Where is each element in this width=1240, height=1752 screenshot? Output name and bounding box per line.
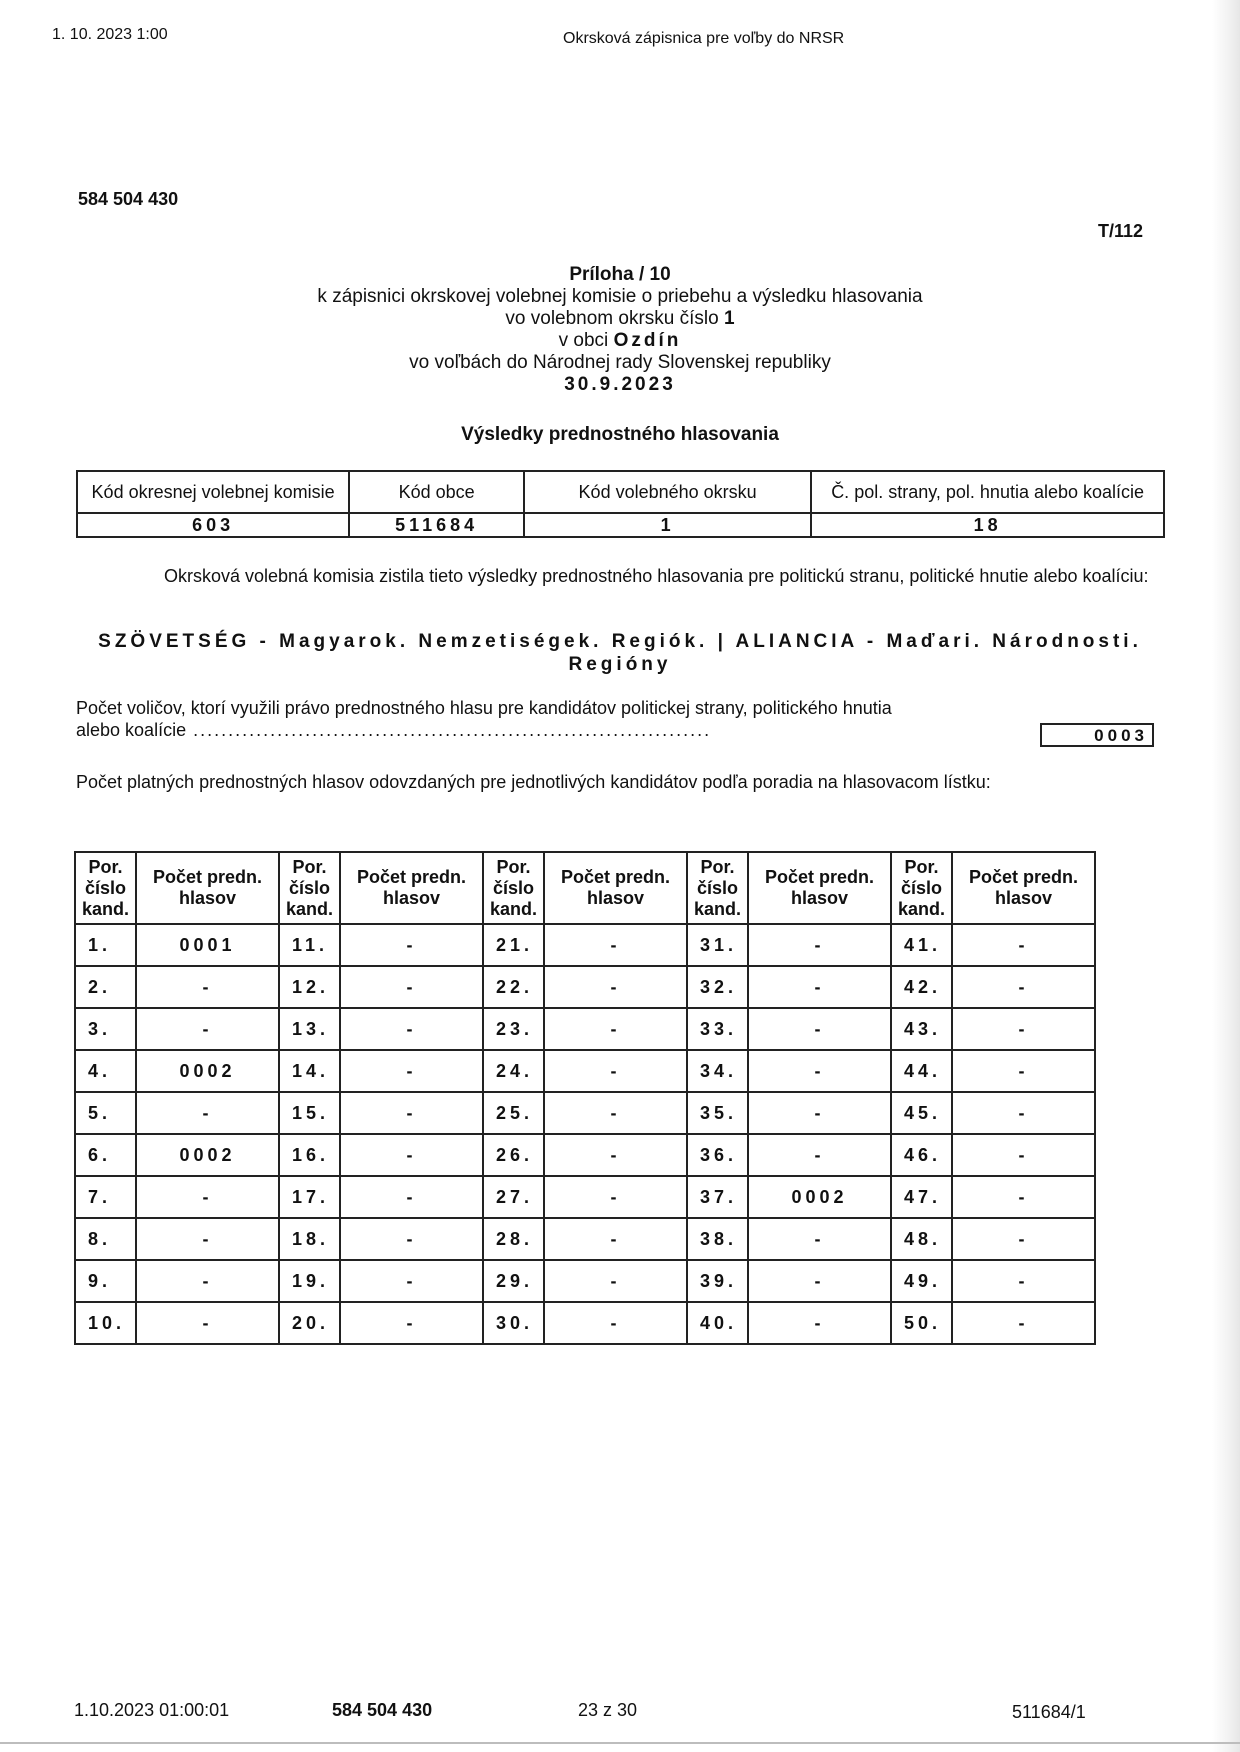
title-line3: vo volebnom okrsku číslo 1 xyxy=(505,308,735,329)
candidate-votes: - xyxy=(748,1092,891,1134)
table-row xyxy=(75,1260,1095,1302)
info-header-okrsok: Kód volebného okrsku xyxy=(524,471,811,513)
table-row xyxy=(75,1134,1095,1176)
candidate-number: 1. xyxy=(75,924,136,966)
candidate-votes: - xyxy=(340,1218,483,1260)
candidate-votes: - xyxy=(544,1176,687,1218)
candidate-number: 3. xyxy=(75,1008,136,1050)
candidate-votes: - xyxy=(340,1260,483,1302)
table-row xyxy=(75,1008,1095,1050)
candidate-votes: - xyxy=(952,1092,1095,1134)
candidate-votes: - xyxy=(136,1008,279,1050)
candidate-votes: - xyxy=(340,1134,483,1176)
header-votes: Počet predn. hlasov xyxy=(952,852,1095,924)
header-votes: Počet predn. hlasov xyxy=(748,852,891,924)
table-row xyxy=(75,1218,1095,1260)
candidate-votes: 0002 xyxy=(748,1176,891,1218)
table-row xyxy=(75,924,1095,966)
header-votes: Počet predn. hlasov xyxy=(136,852,279,924)
candidate-number: 45. xyxy=(891,1092,952,1134)
candidate-votes: - xyxy=(340,924,483,966)
voters-label-line2: alebo koalície .......................................................................... xyxy=(76,720,712,740)
footer-doc-id: 584 504 430 xyxy=(332,1700,433,1720)
title-line5: vo voľbách do Národnej rady Slovenskej republiky xyxy=(409,352,831,373)
scan-bottom-edge xyxy=(0,1742,1240,1744)
candidate-votes: 0002 xyxy=(136,1134,279,1176)
candidate-number: 6. xyxy=(75,1134,136,1176)
header-num: Por. číslo kand. xyxy=(483,852,544,924)
candidate-number: 25. xyxy=(483,1092,544,1134)
candidate-votes: - xyxy=(340,1008,483,1050)
candidate-number: 48. xyxy=(891,1218,952,1260)
info-header-obec: Kód obce xyxy=(349,471,524,513)
candidate-number: 49. xyxy=(891,1260,952,1302)
title-line2: k zápisnici okrskovej volebnej komisie o priebehu a výsledku hlasovania xyxy=(317,286,923,307)
candidate-votes: - xyxy=(748,1008,891,1050)
candidate-number: 27. xyxy=(483,1176,544,1218)
party-name-line2: Regióny xyxy=(568,654,672,675)
form-code: T/112 xyxy=(1098,221,1144,241)
candidate-number: 20. xyxy=(279,1302,340,1344)
candidate-number: 36. xyxy=(687,1134,748,1176)
doc-id: 584 504 430 xyxy=(78,189,179,209)
candidate-number: 4. xyxy=(75,1050,136,1092)
candidate-votes: - xyxy=(748,924,891,966)
candidate-votes: - xyxy=(340,966,483,1008)
party-name xyxy=(0,630,1240,676)
candidate-number: 14. xyxy=(279,1050,340,1092)
candidate-votes: 0001 xyxy=(136,924,279,966)
candidate-number: 31. xyxy=(687,924,748,966)
intro-text: Okrsková volebná komisia zistila tieto výsledky prednostného hlasovania pre politickú stranu, politické hnutie alebo koalíciu: xyxy=(164,566,1149,586)
info-value-okrsok: 1 xyxy=(524,513,811,537)
candidate-votes: - xyxy=(136,1092,279,1134)
candidate-votes: - xyxy=(544,1218,687,1260)
candidate-number: 38. xyxy=(687,1218,748,1260)
candidate-votes: - xyxy=(748,1302,891,1344)
candidate-votes: - xyxy=(544,1260,687,1302)
candidate-votes: - xyxy=(952,1050,1095,1092)
votes-intro: Počet platných prednostných hlasov odovzdaných pre jednotlivých kandidátov podľa poradia na hlasovacom lístku: xyxy=(76,772,991,792)
candidate-votes: - xyxy=(340,1176,483,1218)
candidate-number: 19. xyxy=(279,1260,340,1302)
candidate-number: 23. xyxy=(483,1008,544,1050)
candidate-votes: - xyxy=(340,1302,483,1344)
candidate-number: 22. xyxy=(483,966,544,1008)
info-value-obec: 511684 xyxy=(349,513,524,537)
candidate-number: 43. xyxy=(891,1008,952,1050)
info-value-okres: 603 xyxy=(77,513,349,537)
header-votes: Počet predn. hlasov xyxy=(544,852,687,924)
candidate-number: 34. xyxy=(687,1050,748,1092)
candidate-votes: - xyxy=(544,1134,687,1176)
info-table xyxy=(76,470,1165,538)
voters-count: 0003 xyxy=(1040,723,1154,747)
candidate-votes: - xyxy=(952,966,1095,1008)
candidate-votes: 0002 xyxy=(136,1050,279,1092)
candidate-votes: - xyxy=(952,1134,1095,1176)
candidate-number: 16. xyxy=(279,1134,340,1176)
candidate-votes: - xyxy=(544,966,687,1008)
candidate-number: 30. xyxy=(483,1302,544,1344)
scan-edge xyxy=(1212,0,1240,1752)
header-num: Por. číslo kand. xyxy=(687,852,748,924)
footer-timestamp: 1.10.2023 01:00:01 xyxy=(74,1700,230,1720)
info-value-strana: 18 xyxy=(811,513,1164,537)
candidate-number: 42. xyxy=(891,966,952,1008)
candidate-votes: - xyxy=(544,1302,687,1344)
info-header-strana: Č. pol. strany, pol. hnutia alebo koalície xyxy=(811,471,1164,513)
candidate-votes: - xyxy=(952,1302,1095,1344)
candidate-votes: - xyxy=(748,1218,891,1260)
candidate-votes: - xyxy=(136,1260,279,1302)
table-row xyxy=(75,1176,1095,1218)
candidate-votes: - xyxy=(544,924,687,966)
candidate-number: 28. xyxy=(483,1218,544,1260)
candidate-number: 24. xyxy=(483,1050,544,1092)
candidate-votes: - xyxy=(952,1008,1095,1050)
title-line4: v obci Ozdín xyxy=(558,330,682,351)
candidate-number: 46. xyxy=(891,1134,952,1176)
header-doc-title: Okrsková zápisnica pre voľby do NRSR xyxy=(563,30,845,47)
candidate-votes: - xyxy=(136,1218,279,1260)
candidate-votes: - xyxy=(748,1050,891,1092)
table-row xyxy=(75,1302,1095,1344)
candidate-votes: - xyxy=(340,1050,483,1092)
candidate-number: 35. xyxy=(687,1092,748,1134)
candidate-number: 11. xyxy=(279,924,340,966)
candidate-votes: - xyxy=(952,1176,1095,1218)
candidate-votes: - xyxy=(952,1260,1095,1302)
candidate-number: 39. xyxy=(687,1260,748,1302)
candidate-number: 33. xyxy=(687,1008,748,1050)
candidate-number: 9. xyxy=(75,1260,136,1302)
votes-table xyxy=(74,851,1096,1345)
candidate-number: 8. xyxy=(75,1218,136,1260)
candidate-number: 17. xyxy=(279,1176,340,1218)
title-block xyxy=(0,264,1240,396)
candidate-votes: - xyxy=(544,1050,687,1092)
candidate-number: 21. xyxy=(483,924,544,966)
candidate-number: 7. xyxy=(75,1176,136,1218)
table-row xyxy=(75,1092,1095,1134)
votes-header-row xyxy=(75,852,1095,924)
header-votes: Počet predn. hlasov xyxy=(340,852,483,924)
candidate-number: 26. xyxy=(483,1134,544,1176)
candidate-votes: - xyxy=(340,1092,483,1134)
candidate-votes: - xyxy=(136,966,279,1008)
candidate-number: 15. xyxy=(279,1092,340,1134)
candidate-number: 10. xyxy=(75,1302,136,1344)
candidate-number: 47. xyxy=(891,1176,952,1218)
header-num: Por. číslo kand. xyxy=(75,852,136,924)
candidate-votes: - xyxy=(748,1260,891,1302)
candidate-number: 50. xyxy=(891,1302,952,1344)
candidate-votes: - xyxy=(748,966,891,1008)
footer-page: 23 z 30 xyxy=(578,1700,638,1720)
table-row xyxy=(75,966,1095,1008)
candidate-number: 13. xyxy=(279,1008,340,1050)
title-line1: Príloha / 10 xyxy=(569,264,671,285)
candidate-number: 5. xyxy=(75,1092,136,1134)
candidate-votes: - xyxy=(952,924,1095,966)
table-row xyxy=(75,1050,1095,1092)
candidate-votes: - xyxy=(952,1218,1095,1260)
title-line6: 30.9.2023 xyxy=(564,374,676,395)
candidate-number: 44. xyxy=(891,1050,952,1092)
candidate-votes: - xyxy=(544,1092,687,1134)
section-heading: Výsledky prednostného hlasovania xyxy=(461,424,779,445)
voters-label-line1: Počet voličov, ktorí využili právo prednostného hlasu pre kandidátov politickej strany, politického hnutia xyxy=(76,698,892,718)
candidate-votes: - xyxy=(136,1176,279,1218)
candidate-number: 12. xyxy=(279,966,340,1008)
header-num: Por. číslo kand. xyxy=(279,852,340,924)
party-name-line1: SZÖVETSÉG - Magyarok. Nemzetiségek. Regiók. | ALIANCIA - Maďari. Národnosti. xyxy=(98,631,1142,652)
candidate-number: 40. xyxy=(687,1302,748,1344)
candidate-votes: - xyxy=(544,1008,687,1050)
info-header-okres: Kód okresnej volebnej komisie xyxy=(77,471,349,513)
voters-label xyxy=(76,697,892,741)
candidate-number: 18. xyxy=(279,1218,340,1260)
candidate-number: 37. xyxy=(687,1176,748,1218)
header-num: Por. číslo kand. xyxy=(891,852,952,924)
candidate-number: 2. xyxy=(75,966,136,1008)
footer-code: 511684/1 xyxy=(1012,1702,1086,1722)
header-datetime: 1. 10. 2023 1:00 xyxy=(52,26,168,43)
candidate-number: 32. xyxy=(687,966,748,1008)
candidate-number: 41. xyxy=(891,924,952,966)
candidate-votes: - xyxy=(136,1302,279,1344)
candidate-number: 29. xyxy=(483,1260,544,1302)
candidate-votes: - xyxy=(748,1134,891,1176)
